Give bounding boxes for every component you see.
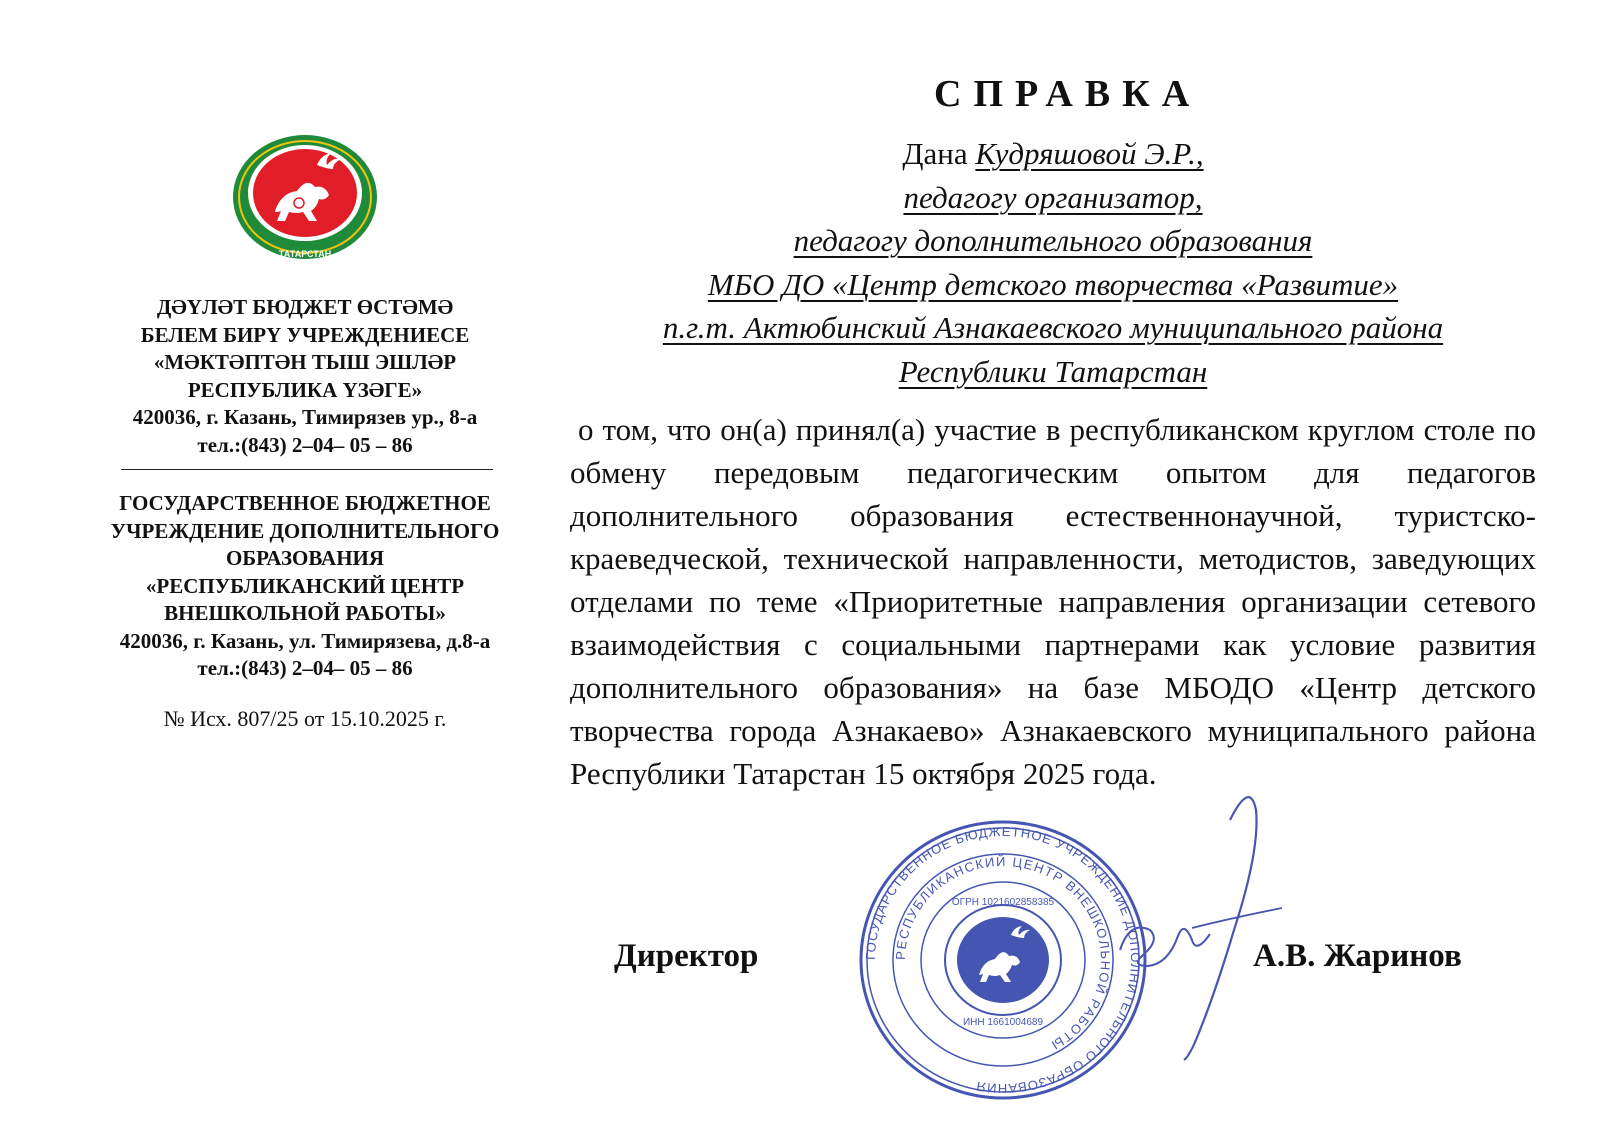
recipient-organization: МБО ДО «Центр детского творчества «Развитие» xyxy=(707,266,1399,302)
sender-tatar-address: 420036, г. Казань, Тимирязев ур., 8-а xyxy=(132,405,478,429)
outgoing-number: № Исх. 807/25 от 15.10.2025 г. xyxy=(163,706,447,731)
sender-russian-line: ВНЕШКОЛЬНОЙ РАБОТЫ» xyxy=(164,601,446,625)
stamp-outer-text: ГОСУДАРСТВЕННОЕ БЮДЖЕТНОЕ УЧРЕЖДЕНИЕ ДОПОЛНИТЕЛЬНОГО ОБРАЗОВАНИЯ xyxy=(862,823,1144,1097)
sender-russian-line: ГОСУДАРСТВЕННОЕ БЮДЖЕТНОЕ xyxy=(119,491,491,515)
recipient-line xyxy=(568,219,1538,263)
tatarstan-emblem-icon xyxy=(231,133,379,265)
sender-tatar-line: «МӘКТӘПТӘН ТЫШ ЭШЛӘР xyxy=(153,350,457,374)
sender-tatar-line: РЕСПУБЛИКА ҮЗӘГЕ» xyxy=(187,377,423,402)
sender-russian-phone: тел.:(843) 2–04– 05 – 86 xyxy=(197,656,413,680)
stamp-inner-text: РЕСПУБЛИКАНСКИЙ ЦЕНТР ВНЕШКОЛЬНОЙ РАБОТЫ xyxy=(892,853,1114,1054)
stamp-inn: ИНН 1661004689 xyxy=(962,1017,1044,1028)
header-divider xyxy=(121,469,493,470)
sender-russian-line: ОБРАЗОВАНИЯ xyxy=(225,546,385,570)
recipient-line xyxy=(568,306,1538,350)
recipient-line xyxy=(568,132,1538,176)
handwritten-signature-icon xyxy=(1080,760,1360,1100)
recipient-position: педагогу дополнительного образования xyxy=(793,223,1313,258)
certificate-body xyxy=(570,408,1536,795)
emblem-text: ТАТАРСТАН xyxy=(278,249,332,259)
given-prefix: Дана xyxy=(902,136,976,171)
signature-name: А.В. Жаринов xyxy=(1253,938,1462,974)
sender-russian-address: 420036, г. Казань, ул. Тимирязева, д.8-а xyxy=(119,628,491,653)
certificate-body-paragraph: о том, что он(а) принял(а) участие в республиканском круглом столе по обмену передовым педагогическим опытом для педагогов дополнительного образования естественнонаучной, туристско-краеведческой, технической направленности, методистов, заведующих отделами по теме «Приоритетные направления организации сетевого взаимодействия с социальными партнерами как условие развития дополнительного образования» на базе МБОДО «Центр детского творчества города Азнакаево» Азнакаевского муниципального района Республики Татарстан 15 октября 2025 года. xyxy=(570,412,1536,791)
stamp-ogrn: ОГРН 1021602858385 xyxy=(951,897,1055,908)
sender-tatar-block xyxy=(60,294,550,459)
recipient-name: Кудряшовой Э.Р., xyxy=(975,136,1204,171)
signature-position: Директор xyxy=(614,938,759,974)
sender-tatar-line: ДӘҮЛӘТ БЮДЖЕТ ӨСТӘМӘ xyxy=(156,295,454,319)
recipient-line xyxy=(568,263,1538,307)
recipient-locality: п.г.т. Актюбинский Азнакаевского муниципального района xyxy=(662,310,1444,345)
sender-tatar-line: БЕЛЕМ БИРҮ УЧРЕЖДЕНИЕСЕ xyxy=(140,322,470,347)
recipient-region: Республики Татарстан xyxy=(898,353,1208,389)
sender-russian-block xyxy=(60,490,550,683)
sender-russian-line: «РЕСПУБЛИКАНСКИЙ ЦЕНТР xyxy=(145,573,465,598)
recipient-block xyxy=(568,132,1538,393)
recipient-line xyxy=(568,176,1538,220)
document-title: СПРАВКА xyxy=(934,73,1202,115)
sender-tatar-phone: тел.:(843) 2–04– 05 – 86 xyxy=(197,432,413,457)
recipient-position: педагогу организатор, xyxy=(903,179,1203,215)
recipient-line xyxy=(568,350,1538,394)
sender-russian-line: УЧРЕЖДЕНИЕ ДОПОЛНИТЕЛЬНОГО xyxy=(110,518,500,543)
